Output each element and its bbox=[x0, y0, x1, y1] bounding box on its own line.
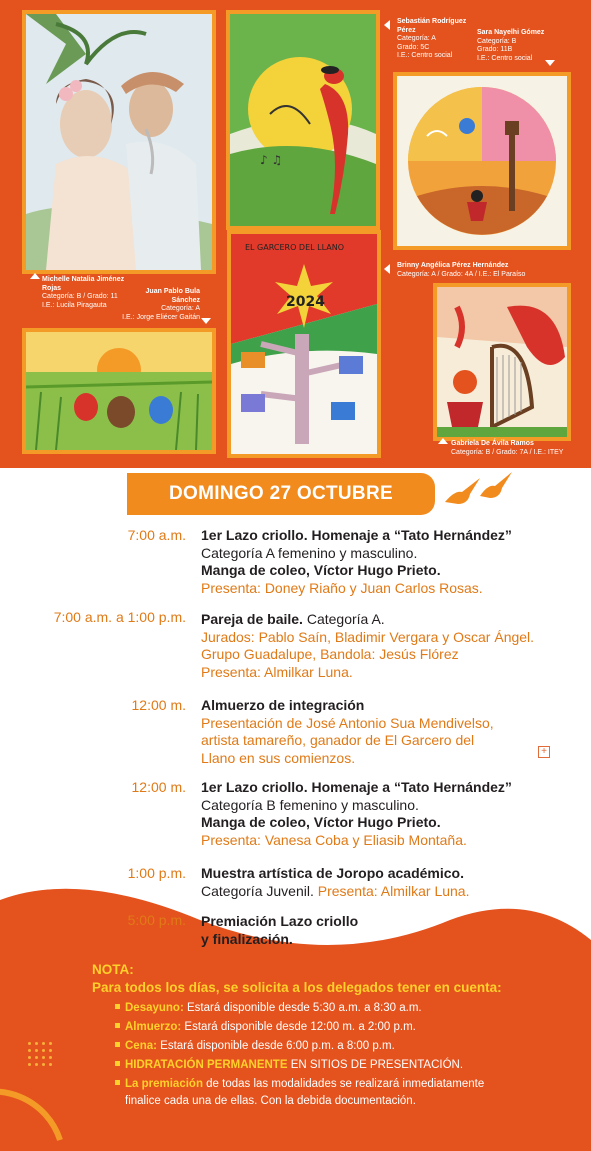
garcero-year: 2024 bbox=[286, 294, 325, 310]
note-item: Desayuno: Estará disponible desde 5:30 a.m. a 8:30 a.m. bbox=[115, 1001, 422, 1016]
caption-michelle: Michelle Natalia Jiménez Rojas Categoría: B / Grado: 11 I.E.: Lucila Piragauta bbox=[42, 276, 125, 309]
heron-icon bbox=[440, 470, 520, 510]
drawing-field-image bbox=[26, 332, 212, 450]
note-item: Almuerzo: Estará disponible desde 12:00 m. a 2:00 p.m. bbox=[115, 1020, 416, 1035]
schedule-time: 7:00 a.m. bbox=[127, 527, 186, 543]
schedule-details: Almuerzo de integración Presentación de José Antonio Sua Mendivelso, artista tamareño, ganador de El Garcero del Llano en sus comienzos. bbox=[201, 697, 494, 766]
drawing-harp bbox=[433, 283, 571, 441]
note-item: La premiación de todas las modalidades se realizará inmediatamente bbox=[115, 1077, 484, 1092]
schedule-details: 1er Lazo criollo. Homenaje a “Tato Hernández” Categoría A femenino y masculino. Manga de coleo, Víctor Hugo Prieto. Presenta: Doney Riaño y Juan Carlos Rosas. bbox=[201, 527, 512, 596]
note-block bbox=[92, 961, 502, 997]
dot-grid-decoration bbox=[28, 1042, 52, 1066]
drawing-couple bbox=[22, 10, 216, 274]
schedule-time: 5:00 p.m. bbox=[127, 912, 186, 928]
schedule-time: 12:00 m. bbox=[131, 697, 186, 713]
schedule-details: Pareja de baile. Categoría A. Jurados: Pablo Saín, Bladimir Vergara y Oscar Ángel. Grupo Guadalupe, Bandola: Jesús Flórez Presenta: Almilkar Luna. bbox=[201, 611, 535, 680]
date-banner: DOMINGO 27 OCTUBRE bbox=[127, 473, 435, 515]
caption-juan: Juan Pablo Bula Sánchez Categoría: A I.E.: Jorge Eliécer Gaitán bbox=[122, 288, 200, 321]
caption-pointer-icon bbox=[384, 20, 390, 30]
schedule-details: 1er Lazo criollo. Homenaje a “Tato Hernández” Categoría B femenino y masculino. Manga de coleo, Víctor Hugo Prieto. Presenta: Vanesa Coba y Eliasib Montaña. bbox=[201, 779, 512, 848]
drawing-heron-image bbox=[230, 14, 376, 226]
schedule-details: Muestra artística de Joropo académico. Categoría Juvenil. Presenta: Almilkar Luna. bbox=[201, 865, 470, 899]
caption-gabriela: Gabriela De Ávila Ramos Categoría: B / Grado: 7A / I.E.: ITEY bbox=[451, 440, 564, 456]
caption-pointer-icon bbox=[201, 318, 211, 324]
note-intro: Para todos los días, se solicita a los delegados tener en cuenta: bbox=[92, 980, 502, 995]
schedule-time: 12:00 m. bbox=[131, 779, 186, 795]
note-item: HIDRATACIÓN PERMANENTE EN SITIOS DE PRESENTACIÓN. bbox=[115, 1058, 463, 1073]
caption-sara: Sara Nayelhi Gómez Categoría: B Grado: 11B I.E.: Centro social bbox=[477, 29, 545, 62]
caption-pointer-icon bbox=[30, 273, 40, 279]
drawing-heron bbox=[226, 10, 380, 230]
note-item: Cena: Estará disponible desde 6:00 p.m. a 8:00 p.m. bbox=[115, 1039, 395, 1054]
note-title: NOTA: bbox=[92, 962, 134, 977]
caption-pointer-icon bbox=[438, 438, 448, 444]
drawing-sun-scene-image bbox=[397, 76, 567, 246]
caption-brinny: Brinny Angélica Pérez Hernández Categoría: A / Grado: 4A / I.E.: El Paraíso bbox=[397, 262, 526, 278]
drawing-garcero-image bbox=[231, 234, 377, 454]
drawing-garcero-2024 bbox=[227, 230, 381, 458]
note-item-continuation: finalice cada una de ellas. Con la debida documentación. bbox=[125, 1095, 416, 1107]
caption-sebastian: Sebastián Rodríguez Pérez Categoría: A Grado: 5C I.E.: Centro social bbox=[397, 18, 467, 59]
schedule-details: Premiación Lazo criollo y finalización. bbox=[201, 913, 359, 947]
schedule-time: 1:00 p.m. bbox=[127, 865, 186, 881]
svg-text:♪ ♫: ♪ ♫ bbox=[260, 153, 283, 167]
caption-pointer-icon bbox=[384, 264, 390, 274]
caption-pointer-icon bbox=[545, 60, 555, 66]
drawing-field bbox=[22, 328, 216, 454]
drawing-sun-scene bbox=[393, 72, 571, 250]
artwork-gallery bbox=[0, 0, 591, 468]
garcero-title: EL GARCERO DEL LLANO bbox=[245, 243, 344, 252]
drawing-couple-image bbox=[26, 14, 212, 270]
schedule-time: 7:00 a.m. a 1:00 p.m. bbox=[53, 609, 186, 625]
expand-icon[interactable]: + bbox=[538, 746, 550, 758]
drawing-harp-image bbox=[437, 287, 567, 437]
